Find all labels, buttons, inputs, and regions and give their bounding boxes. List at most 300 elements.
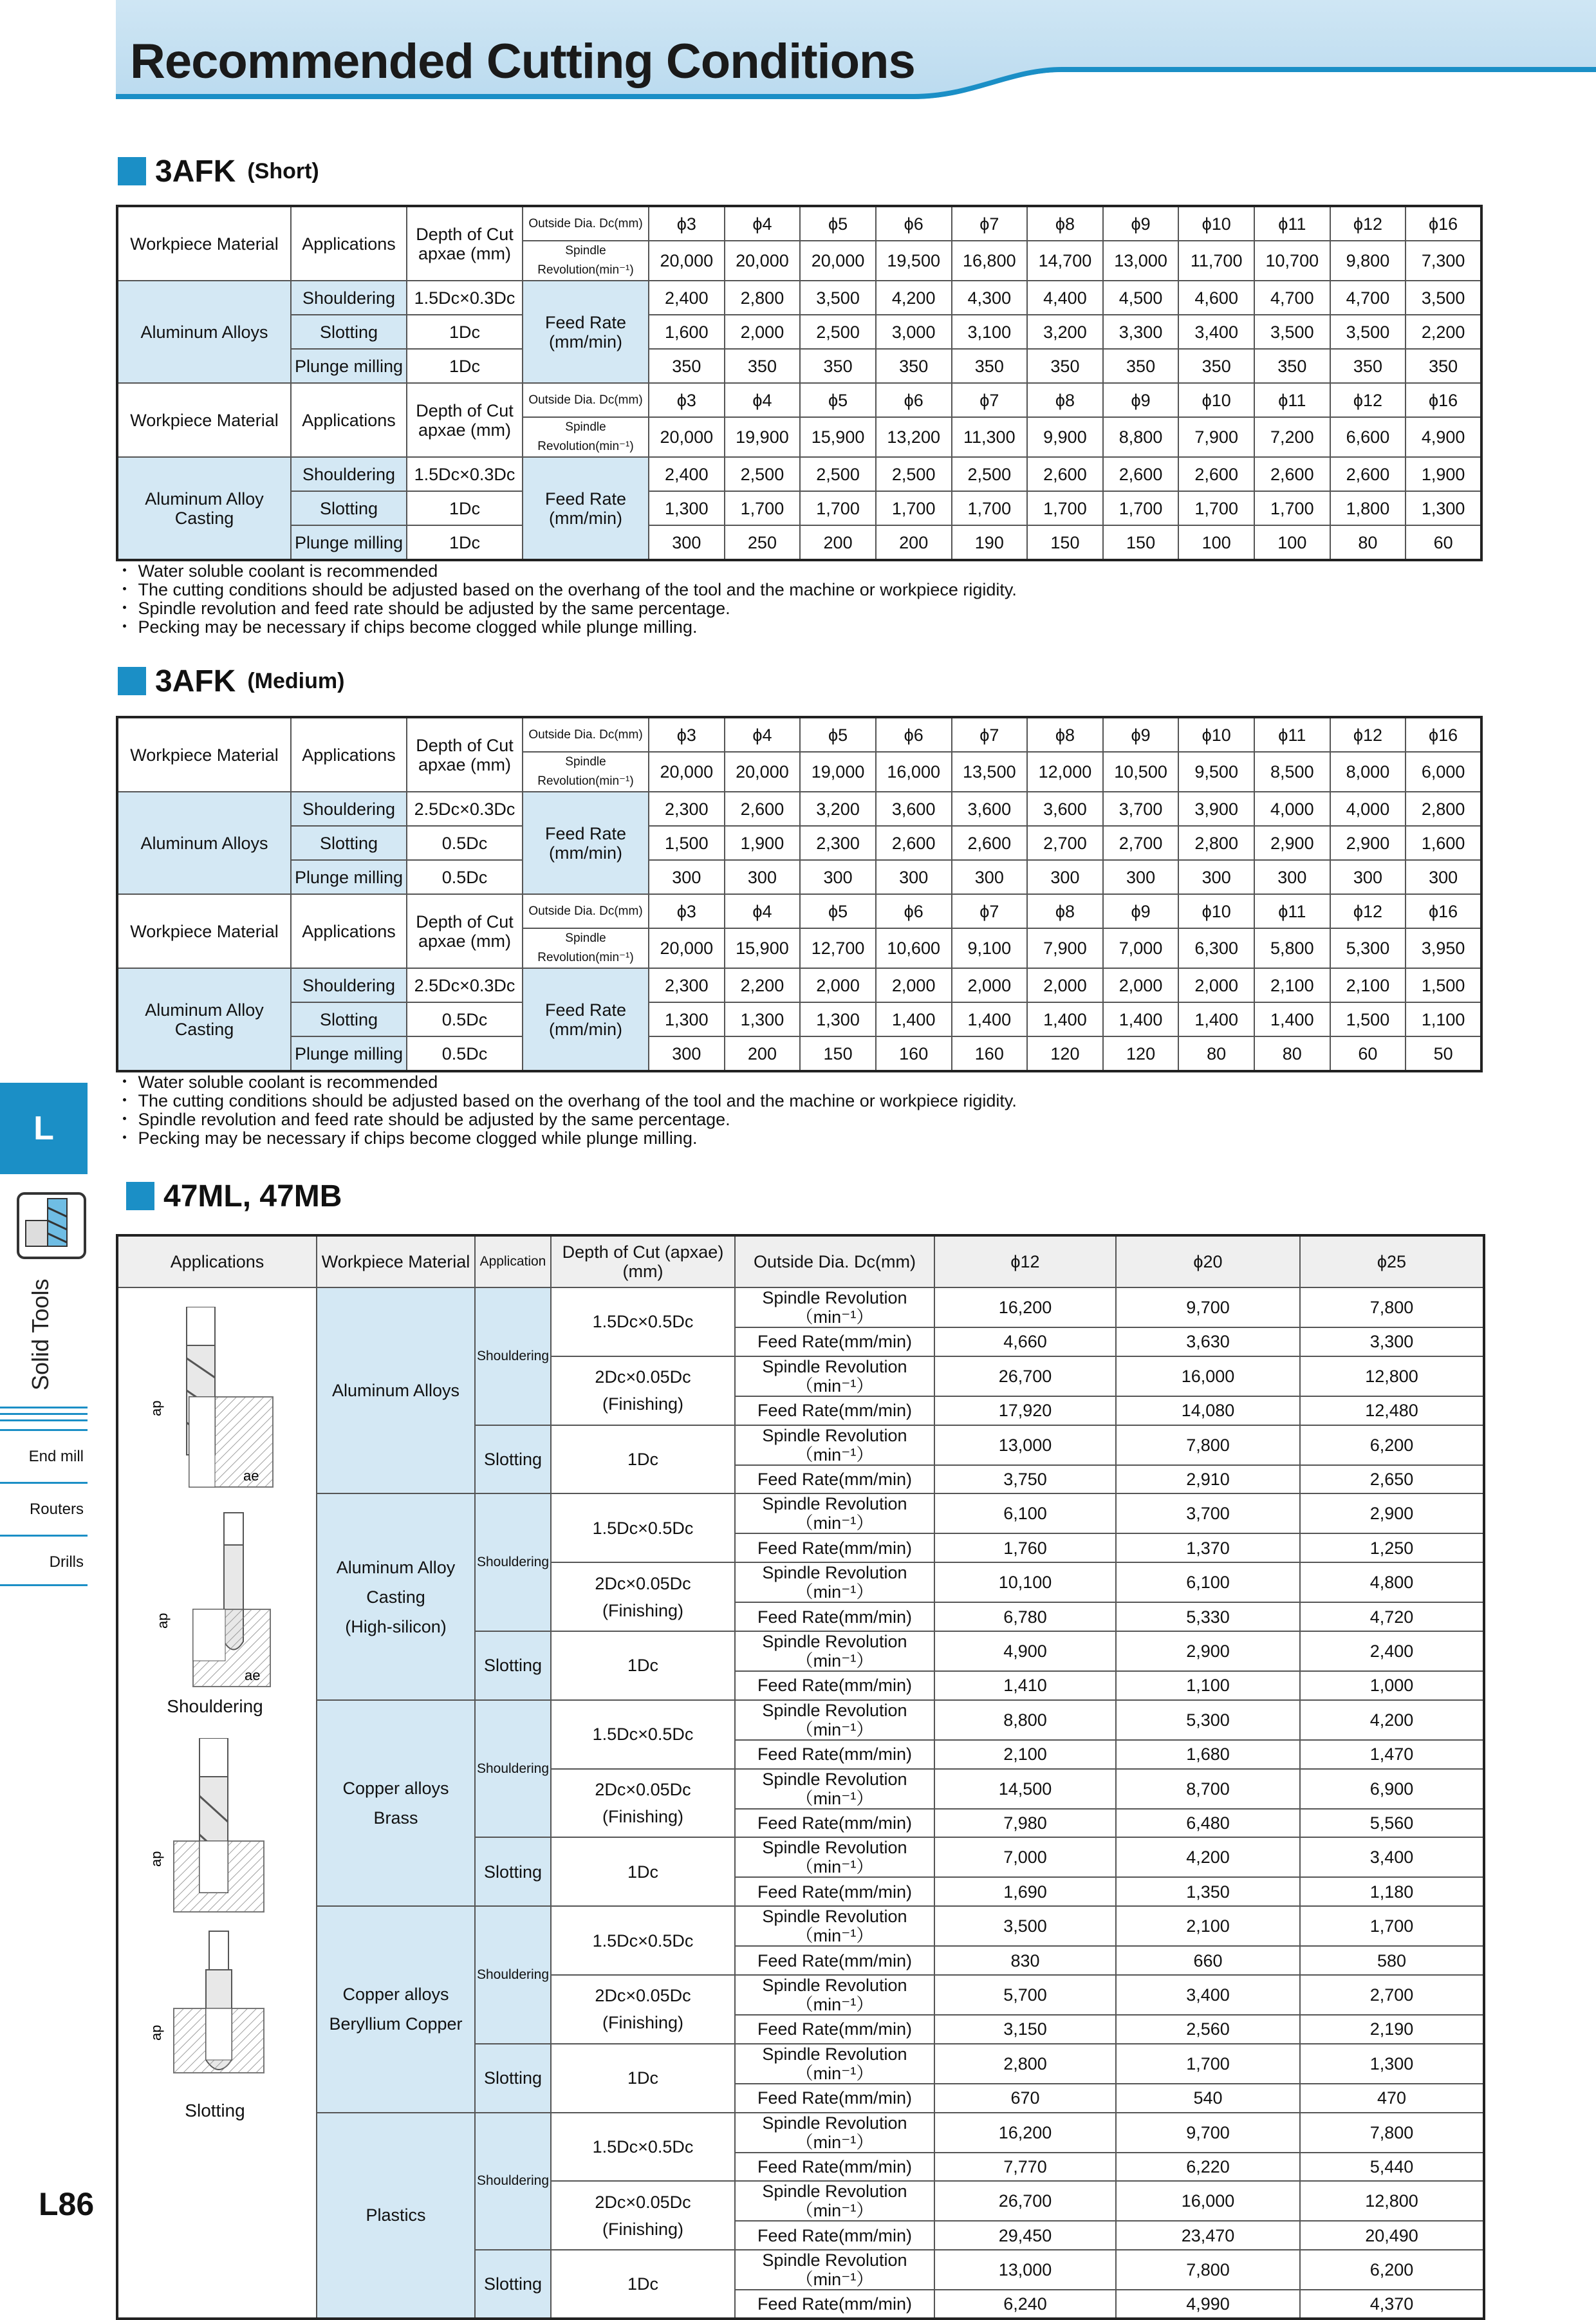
- value-cell: 660: [1116, 1946, 1300, 1975]
- spindle-value: 15,900: [800, 417, 876, 457]
- feed-value: 120: [1027, 1036, 1103, 1071]
- feed-value: 100: [1254, 525, 1330, 560]
- spindle-value: 13,000: [1103, 241, 1179, 281]
- feed-value: 3,600: [876, 792, 952, 826]
- feed-label: Feed Rate(mm/min): [735, 2015, 934, 2044]
- spindle-value: 16,000: [876, 752, 952, 792]
- feed-value: 1,300: [649, 491, 725, 525]
- value-cell: 8,700: [1116, 1769, 1300, 1809]
- spindle-value: 16,800: [952, 241, 1028, 281]
- spindle-value: 10,500: [1103, 752, 1179, 792]
- depth-cell: 1Dc: [551, 2250, 735, 2319]
- section-tab-L[interactable]: L: [0, 1083, 88, 1174]
- header-spindle-revolution: Spindle Revolution(min⁻¹): [523, 417, 649, 457]
- feed-value: 3,000: [876, 315, 952, 349]
- value-cell: 4,200: [1116, 1837, 1300, 1877]
- feed-value: 4,700: [1330, 281, 1406, 315]
- spindle-value: 20,000: [649, 241, 725, 281]
- dia-header: ϕ16: [1406, 894, 1481, 928]
- spindle-value: 19,000: [800, 752, 876, 792]
- spindle-value: 9,500: [1178, 752, 1254, 792]
- feed-value: 3,900: [1178, 792, 1254, 826]
- dia-header: ϕ4: [725, 717, 801, 752]
- depth-cell: 1.5Dc×0.3Dc: [407, 457, 523, 491]
- ae-mark: ae: [243, 1468, 259, 1484]
- spindle-value: 13,500: [952, 752, 1028, 792]
- depth-cell: [551, 2181, 735, 2250]
- value-cell: 2,100: [934, 1740, 1116, 1769]
- depth-cell: 1Dc: [551, 1837, 735, 1906]
- feed-value: 300: [1178, 860, 1254, 894]
- spindle-value: 7,300: [1406, 241, 1481, 281]
- feed-value: 1,300: [1406, 491, 1481, 525]
- dia-header: ϕ12: [1330, 383, 1406, 417]
- feed-value: 300: [1027, 860, 1103, 894]
- header-applications: Applications: [117, 1235, 317, 1287]
- depth-cell: 1Dc: [407, 525, 523, 560]
- header-depth-of-cut: Depth of Cut apxae (mm): [407, 206, 523, 281]
- depth-cell: 1Dc: [551, 1631, 735, 1700]
- value-cell: 2,800: [934, 2044, 1116, 2084]
- dia-header: ϕ16: [1406, 206, 1481, 241]
- application-cell: Shouldering: [475, 1287, 551, 1425]
- value-cell: 3,700: [1116, 1493, 1300, 1533]
- value-cell: 6,240: [934, 2290, 1116, 2319]
- spindle-value: 9,800: [1330, 241, 1406, 281]
- material-cell: Aluminum Alloys: [117, 792, 291, 894]
- material-line: Aluminum Alloys: [331, 1381, 460, 1401]
- spindle-value: 20,000: [649, 752, 725, 792]
- dia-header: ϕ8: [1027, 383, 1103, 417]
- header-depth-of-cut: Depth of Cut apxae (mm): [407, 717, 523, 792]
- depth-cell: 1.5Dc×0.3Dc: [407, 281, 523, 315]
- header-applications: Applications: [291, 383, 407, 457]
- feed-rate-label: Feed Rate (mm/min): [523, 792, 649, 894]
- depth-note: (Finishing): [602, 1600, 684, 1620]
- value-cell: 1,000: [1300, 1671, 1484, 1700]
- material-cell: Aluminum Alloys: [117, 281, 291, 383]
- spindle-value: 13,200: [876, 417, 952, 457]
- application-cell: Shouldering: [475, 2113, 551, 2250]
- value-cell: 7,800: [1300, 1287, 1484, 1327]
- table-row: [117, 1002, 1481, 1036]
- depth-cell: 0.5Dc: [407, 1036, 523, 1071]
- spindle-value: 6,300: [1178, 928, 1254, 968]
- side-nav-end-mill[interactable]: End mill: [0, 1429, 88, 1481]
- feed-value: 2,000: [1027, 968, 1103, 1002]
- material-cell: [317, 1906, 475, 2112]
- feed-value: 1,400: [952, 1002, 1028, 1036]
- depth-cell: 1.5Dc×0.5Dc: [551, 1906, 735, 1975]
- feed-value: 3,200: [800, 792, 876, 826]
- feed-value: 2,500: [952, 457, 1028, 491]
- header-workpiece-material: Workpiece Material: [317, 1235, 475, 1287]
- dia-header: ϕ11: [1254, 206, 1330, 241]
- value-cell: 5,330: [1116, 1602, 1300, 1631]
- depth-cell: 0.5Dc: [407, 860, 523, 894]
- note-line: ・ Spindle revolution and feed rate should be adjusted by the same percentage.: [116, 599, 730, 618]
- feed-value: 80: [1254, 1036, 1330, 1071]
- depth-cell: 1Dc: [551, 2044, 735, 2113]
- feed-value: 2,200: [1406, 315, 1481, 349]
- side-nav-routers[interactable]: Routers: [0, 1482, 88, 1533]
- feed-value: 300: [649, 525, 725, 560]
- spindle-value: 5,300: [1330, 928, 1406, 968]
- feed-value: 1,300: [725, 1002, 801, 1036]
- table-3afk-medium: [116, 716, 1483, 1072]
- feed-value: 3,500: [1254, 315, 1330, 349]
- dia-header: ϕ5: [800, 206, 876, 241]
- depth-cell: 0.5Dc: [407, 826, 523, 860]
- note-line: ・ Pecking may be necessary if chips become clogged while plunge milling.: [116, 1128, 698, 1148]
- table-row: [117, 2113, 1484, 2153]
- table-row: [117, 1493, 1484, 1533]
- value-cell: 29,450: [934, 2221, 1116, 2250]
- table-row: [117, 349, 1481, 383]
- table-row: [117, 1906, 1484, 1946]
- feed-value: 190: [952, 525, 1028, 560]
- feed-value: 200: [800, 525, 876, 560]
- material-cell: [317, 1287, 475, 1493]
- value-cell: 1,410: [934, 1671, 1116, 1700]
- header-dia-25: ϕ25: [1300, 1235, 1484, 1287]
- dia-header: ϕ3: [649, 894, 725, 928]
- application-cell: Plunge milling: [291, 860, 407, 894]
- table-row: [117, 457, 1481, 491]
- feed-label: Feed Rate(mm/min): [735, 1602, 934, 1631]
- material-line: Plastics: [366, 2205, 426, 2225]
- feed-value: 160: [952, 1036, 1028, 1071]
- header-dia-20: ϕ20: [1116, 1235, 1300, 1287]
- dia-header: ϕ3: [649, 383, 725, 417]
- feed-value: 3,200: [1027, 315, 1103, 349]
- value-cell: 3,630: [1116, 1327, 1300, 1356]
- value-cell: 4,990: [1116, 2290, 1300, 2319]
- application-cell: Slotting: [291, 826, 407, 860]
- side-nav-drills[interactable]: Drills: [0, 1535, 88, 1586]
- feed-value: 1,100: [1406, 1002, 1481, 1036]
- notes-3afk-medium: [116, 1073, 1017, 1148]
- value-cell: 12,800: [1300, 1356, 1484, 1396]
- header-depth-of-cut: Depth of Cut apxae (mm): [407, 894, 523, 968]
- feed-value: 1,700: [1103, 491, 1179, 525]
- spindle-value: 11,700: [1178, 241, 1254, 281]
- table-row: [117, 206, 1481, 241]
- value-cell: 10,100: [934, 1562, 1116, 1602]
- feed-value: 2,400: [649, 281, 725, 315]
- feed-value: 250: [725, 525, 801, 560]
- table-row: [117, 860, 1481, 894]
- depth-cell: [551, 1356, 735, 1425]
- header-spindle-revolution: Spindle Revolution(min⁻¹): [523, 752, 649, 792]
- feed-value: 350: [952, 349, 1028, 383]
- value-cell: 14,500: [934, 1769, 1116, 1809]
- dia-header: ϕ6: [876, 717, 952, 752]
- depth-note: (Finishing): [602, 2013, 684, 2033]
- feed-label: Feed Rate(mm/min): [735, 1877, 934, 1906]
- page-title: Recommended Cutting Conditions: [130, 34, 915, 89]
- material-cell: [317, 1493, 475, 1699]
- feed-value: 2,800: [725, 281, 801, 315]
- table-3afk-short: [116, 205, 1483, 561]
- value-cell: 26,700: [934, 1356, 1116, 1396]
- feed-label: Feed Rate(mm/min): [735, 1533, 934, 1562]
- feed-value: 4,300: [952, 281, 1028, 315]
- spindle-value: 19,900: [725, 417, 801, 457]
- feed-value: 3,600: [1027, 792, 1103, 826]
- feed-value: 2,500: [800, 457, 876, 491]
- slotting-caption: Slotting: [185, 2100, 245, 2120]
- depth-line: 2Dc×0.05Dc: [595, 1573, 691, 1593]
- dia-header: ϕ11: [1254, 894, 1330, 928]
- table-row: [117, 826, 1481, 860]
- note-line: ・ The cutting conditions should be adjusted based on the overhang of the tool and the machine or workpiece rigidity.: [116, 1091, 1017, 1110]
- depth-cell: 2.5Dc×0.3Dc: [407, 968, 523, 1002]
- depth-cell: 1Dc: [407, 349, 523, 383]
- feed-value: 2,600: [725, 792, 801, 826]
- spindle-label: Spindle Revolution（min⁻¹）: [735, 1700, 934, 1740]
- depth-line: 2Dc×0.05Dc: [595, 1779, 691, 1799]
- application-cell: Shouldering: [475, 1906, 551, 2044]
- feed-value: 3,500: [1406, 281, 1481, 315]
- value-cell: 2,190: [1300, 2015, 1484, 2044]
- value-cell: 1,470: [1300, 1740, 1484, 1769]
- feed-value: 2,000: [800, 968, 876, 1002]
- feed-value: 3,500: [1330, 315, 1406, 349]
- material-cell: [317, 2113, 475, 2319]
- feed-value: 2,500: [725, 457, 801, 491]
- value-cell: 12,480: [1300, 1396, 1484, 1425]
- value-cell: 20,490: [1300, 2221, 1484, 2250]
- value-cell: 6,200: [1300, 1425, 1484, 1465]
- note-line: ・ Spindle revolution and feed rate should be adjusted by the same percentage.: [116, 1110, 730, 1129]
- feed-value: 2,600: [1178, 457, 1254, 491]
- dia-header: ϕ3: [649, 206, 725, 241]
- feed-value: 1,400: [1254, 1002, 1330, 1036]
- table-row: [117, 792, 1481, 826]
- value-cell: 2,100: [1116, 1906, 1300, 1946]
- material-line: Casting: [366, 1587, 425, 1607]
- spindle-label: Spindle Revolution（min⁻¹）: [735, 2181, 934, 2221]
- value-cell: 12,800: [1300, 2181, 1484, 2221]
- feed-value: 300: [1103, 860, 1179, 894]
- header-workpiece-material: Workpiece Material: [117, 206, 291, 281]
- feed-value: 300: [1330, 860, 1406, 894]
- spindle-value: 6,600: [1330, 417, 1406, 457]
- depth-cell: 1.5Dc×0.5Dc: [551, 2113, 735, 2182]
- section-3afk-short-heading: [118, 152, 319, 191]
- feed-label: Feed Rate(mm/min): [735, 2084, 934, 2113]
- value-cell: 2,900: [1300, 1493, 1484, 1533]
- feed-value: 2,300: [649, 968, 725, 1002]
- feed-label: Feed Rate(mm/min): [735, 1465, 934, 1494]
- table-row: [117, 894, 1481, 928]
- feed-value: 2,100: [1254, 968, 1330, 1002]
- value-cell: 5,560: [1300, 1809, 1484, 1838]
- depth-note: (Finishing): [602, 1394, 684, 1414]
- depth-cell: [551, 1562, 735, 1631]
- note-line: ・ Water soluble coolant is recommended: [116, 1072, 438, 1092]
- note-line: ・ Pecking may be necessary if chips become clogged while plunge milling.: [116, 617, 698, 637]
- spindle-value: 7,900: [1027, 928, 1103, 968]
- depth-cell: 0.5Dc: [407, 1002, 523, 1036]
- application-cell: Shouldering: [291, 968, 407, 1002]
- spindle-label: Spindle Revolution（min⁻¹）: [735, 1769, 934, 1809]
- feed-value: 1,500: [1330, 1002, 1406, 1036]
- ap-mark: ap: [148, 2025, 164, 2041]
- material-line: Aluminum Alloy: [336, 1557, 456, 1577]
- dia-header: ϕ10: [1178, 206, 1254, 241]
- feed-value: 1,400: [1178, 1002, 1254, 1036]
- section-47ml-heading: [126, 1177, 342, 1215]
- value-cell: 1,760: [934, 1533, 1116, 1562]
- feed-value: 1,700: [952, 491, 1028, 525]
- feed-value: 2,900: [1330, 826, 1406, 860]
- feed-value: 2,600: [876, 826, 952, 860]
- value-cell: 1,370: [1116, 1533, 1300, 1562]
- header-workpiece-material: Workpiece Material: [117, 894, 291, 968]
- spindle-label: Spindle Revolution（min⁻¹）: [735, 1975, 934, 2015]
- feed-value: 1,700: [1254, 491, 1330, 525]
- spindle-value: 9,100: [952, 928, 1028, 968]
- dia-header: ϕ12: [1330, 717, 1406, 752]
- value-cell: 1,680: [1116, 1740, 1300, 1769]
- spindle-value: 9,900: [1027, 417, 1103, 457]
- feed-value: 60: [1406, 525, 1481, 560]
- value-cell: 13,000: [934, 2250, 1116, 2290]
- value-cell: 540: [1116, 2084, 1300, 2113]
- depth-cell: 1Dc: [407, 315, 523, 349]
- table-row: [117, 281, 1481, 315]
- header-workpiece-material: Workpiece Material: [117, 717, 291, 792]
- value-cell: 9,700: [1116, 1287, 1300, 1327]
- spindle-label: Spindle Revolution（min⁻¹）: [735, 2113, 934, 2153]
- side-label: Solid Tools: [27, 1278, 53, 1390]
- feed-value: 350: [1178, 349, 1254, 383]
- dia-header: ϕ11: [1254, 717, 1330, 752]
- feed-value: 2,900: [1254, 826, 1330, 860]
- feed-value: 1,700: [800, 491, 876, 525]
- feed-label: Feed Rate(mm/min): [735, 1740, 934, 1769]
- application-cell: Slotting: [475, 2250, 551, 2319]
- feed-value: 1,700: [1178, 491, 1254, 525]
- feed-value: 60: [1330, 1036, 1406, 1071]
- dia-header: ϕ6: [876, 206, 952, 241]
- table-row: [117, 1700, 1484, 1740]
- value-cell: 2,900: [1116, 1631, 1300, 1671]
- table-row: [117, 968, 1481, 1002]
- feed-value: 350: [725, 349, 801, 383]
- feed-value: 1,700: [876, 491, 952, 525]
- header-applications: Applications: [291, 894, 407, 968]
- dia-header: ϕ12: [1330, 206, 1406, 241]
- value-cell: 830: [934, 1946, 1116, 1975]
- feed-value: 80: [1330, 525, 1406, 560]
- spindle-value: 10,600: [876, 928, 952, 968]
- section-subtitle: (Short): [247, 158, 319, 183]
- feed-value: 50: [1406, 1036, 1481, 1071]
- feed-value: 80: [1178, 1036, 1254, 1071]
- feed-label: Feed Rate(mm/min): [735, 1946, 934, 1975]
- dia-header: ϕ12: [1330, 894, 1406, 928]
- feed-value: 2,000: [1178, 968, 1254, 1002]
- ap-mark: ap: [148, 1851, 164, 1867]
- dia-header: ϕ9: [1103, 717, 1179, 752]
- section-marker-icon: [118, 667, 146, 695]
- section-3afk-medium-heading: [118, 662, 344, 700]
- value-cell: 1,250: [1300, 1533, 1484, 1562]
- value-cell: 26,700: [934, 2181, 1116, 2221]
- ae-mark: ae: [245, 1667, 261, 1683]
- feed-value: 350: [649, 349, 725, 383]
- depth-cell: 1Dc: [407, 491, 523, 525]
- feed-value: 4,400: [1027, 281, 1103, 315]
- application-cell: Plunge milling: [291, 1036, 407, 1071]
- dia-header: ϕ3: [649, 717, 725, 752]
- feed-value: 2,600: [1027, 457, 1103, 491]
- feed-value: 1,700: [725, 491, 801, 525]
- dia-header: ϕ4: [725, 894, 801, 928]
- feed-value: 350: [1406, 349, 1481, 383]
- spindle-label: Spindle Revolution（min⁻¹）: [735, 1287, 934, 1327]
- section-marker-icon: [118, 157, 146, 185]
- value-cell: 5,700: [934, 1975, 1116, 2015]
- section-name: 3AFK: [155, 154, 236, 189]
- value-cell: 16,000: [1116, 2181, 1300, 2221]
- feed-value: 150: [1103, 525, 1179, 560]
- ap-mark: ap: [154, 1613, 171, 1629]
- spindle-value: 8,800: [1103, 417, 1179, 457]
- depth-cell: [551, 1975, 735, 2044]
- spindle-value: 7,200: [1254, 417, 1330, 457]
- depth-note: (Finishing): [602, 2219, 684, 2239]
- section-name: 3AFK: [155, 664, 236, 698]
- depth-cell: [551, 1769, 735, 1838]
- feed-value: 2,600: [1330, 457, 1406, 491]
- feed-value: 300: [952, 860, 1028, 894]
- feed-rate-label: Feed Rate (mm/min): [523, 457, 649, 560]
- value-cell: 1,690: [934, 1877, 1116, 1906]
- feed-value: 150: [1027, 525, 1103, 560]
- application-cell: Slotting: [475, 1631, 551, 1700]
- value-cell: 4,660: [934, 1327, 1116, 1356]
- page-number: L86: [39, 2186, 95, 2222]
- spindle-value: 19,500: [876, 241, 952, 281]
- note-line: ・ Water soluble coolant is recommended: [116, 561, 438, 581]
- header-spindle-revolution: Spindle Revolution(min⁻¹): [523, 241, 649, 281]
- ap-mark: ap: [148, 1400, 164, 1416]
- value-cell: 7,000: [934, 1837, 1116, 1877]
- value-cell: 2,400: [1300, 1631, 1484, 1671]
- feed-value: 2,500: [800, 315, 876, 349]
- header-applications: Applications: [291, 717, 407, 792]
- spindle-label: Spindle Revolution（min⁻¹）: [735, 1837, 934, 1877]
- feed-value: 1,400: [876, 1002, 952, 1036]
- value-cell: 2,650: [1300, 1465, 1484, 1494]
- value-cell: 3,750: [934, 1465, 1116, 1494]
- feed-value: 150: [800, 1036, 876, 1071]
- spindle-label: Spindle Revolution（min⁻¹）: [735, 1493, 934, 1533]
- header-dia-12: ϕ12: [934, 1235, 1116, 1287]
- feed-value: 2,300: [800, 826, 876, 860]
- depth-cell: 1.5Dc×0.5Dc: [551, 1700, 735, 1769]
- feed-value: 300: [800, 860, 876, 894]
- value-cell: 2,910: [1116, 1465, 1300, 1494]
- feed-value: 300: [876, 860, 952, 894]
- feed-value: 350: [1103, 349, 1179, 383]
- value-cell: 7,800: [1300, 2113, 1484, 2153]
- value-cell: 670: [934, 2084, 1116, 2113]
